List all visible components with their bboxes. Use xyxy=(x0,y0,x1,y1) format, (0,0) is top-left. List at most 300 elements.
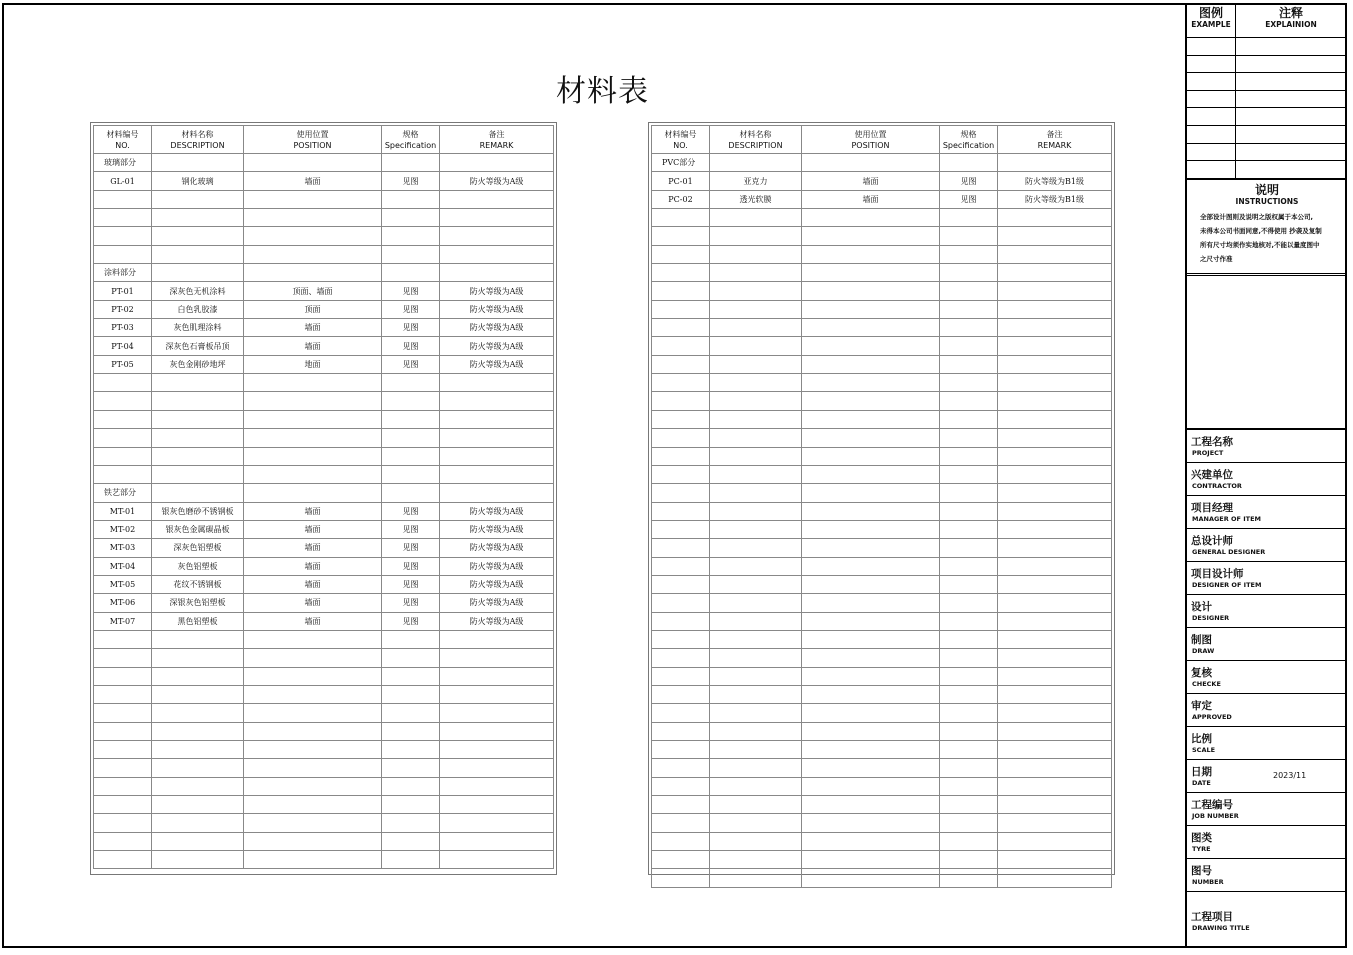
material-position xyxy=(244,630,382,648)
field-label-cn: 项目经理 xyxy=(1191,502,1233,514)
material-description: 深灰色石膏板吊顶 xyxy=(152,337,244,355)
table-row xyxy=(652,410,1112,428)
material-no xyxy=(652,814,710,832)
field-designer xyxy=(1187,594,1347,627)
material-description xyxy=(710,612,802,630)
material-spec xyxy=(940,630,998,648)
material-no xyxy=(94,685,152,703)
material-spec: 见图 xyxy=(382,612,440,630)
material-remark xyxy=(440,392,554,410)
material-position xyxy=(802,575,940,593)
material-spec: 见图 xyxy=(382,172,440,190)
column-header-en: POSITION xyxy=(293,140,332,150)
field-label-en: DRAWING TITLE xyxy=(1192,924,1250,932)
material-position xyxy=(802,796,940,814)
column-header-cn: 材料名称 xyxy=(739,129,772,139)
material-no xyxy=(652,374,710,392)
material-spec xyxy=(940,392,998,410)
table-row xyxy=(94,374,554,392)
material-spec xyxy=(382,209,440,227)
material-remark: 防火等级为A级 xyxy=(440,575,554,593)
table-row xyxy=(94,575,554,593)
field-label-en: SCALE xyxy=(1192,746,1216,754)
instructions-en: INSTRUCTIONS xyxy=(1235,197,1299,206)
material-description: 白色乳胶漆 xyxy=(152,300,244,318)
material-remark xyxy=(440,630,554,648)
column-header-en: POSITION xyxy=(851,140,890,150)
material-remark xyxy=(998,209,1112,227)
material-spec xyxy=(382,447,440,465)
material-spec xyxy=(382,741,440,759)
material-remark: 防火等级为A级 xyxy=(440,594,554,612)
material-spec xyxy=(382,392,440,410)
material-description xyxy=(152,429,244,447)
table-row xyxy=(652,209,1112,227)
field-label-en: GENERAL DESIGNER xyxy=(1192,548,1266,556)
material-description: 银灰色金属碳晶板 xyxy=(152,520,244,538)
material-description xyxy=(710,502,802,520)
material-no xyxy=(94,649,152,667)
material-position xyxy=(802,282,940,300)
material-spec: 见图 xyxy=(940,172,998,190)
material-no xyxy=(652,594,710,612)
material-spec xyxy=(940,227,998,245)
table-row xyxy=(652,264,1112,282)
material-remark xyxy=(998,484,1112,502)
section-label: 铁艺部分 xyxy=(94,484,152,502)
material-no: PC-02 xyxy=(652,190,710,208)
column-header xyxy=(940,126,998,154)
material-position xyxy=(244,759,382,777)
column-header xyxy=(94,126,152,154)
column-header-cn: 使用位置 xyxy=(854,129,887,139)
material-position xyxy=(802,851,940,869)
material-spec xyxy=(382,630,440,648)
table-row xyxy=(94,722,554,740)
material-spec: 见图 xyxy=(382,502,440,520)
material-position xyxy=(244,227,382,245)
table-row xyxy=(94,759,554,777)
material-remark: 防火等级为B1级 xyxy=(998,190,1112,208)
material-no xyxy=(94,190,152,208)
column-header-en: NO. xyxy=(115,140,130,150)
material-description: 灰色铝塑板 xyxy=(152,557,244,575)
material-spec xyxy=(940,300,998,318)
material-remark xyxy=(440,722,554,740)
legend-en: EXAMPLE xyxy=(1191,20,1231,29)
material-description xyxy=(710,355,802,373)
table-row xyxy=(94,410,554,428)
material-spec xyxy=(940,465,998,483)
material-position xyxy=(244,392,382,410)
material-no xyxy=(94,429,152,447)
material-spec xyxy=(940,355,998,373)
material-description xyxy=(710,209,802,227)
field-manager-of-item xyxy=(1187,495,1347,528)
material-description: 灰色肌理涂料 xyxy=(152,319,244,337)
material-no xyxy=(652,392,710,410)
table-row xyxy=(652,355,1112,373)
column-header-en: Specification xyxy=(942,140,995,150)
material-spec xyxy=(382,704,440,722)
material-description xyxy=(152,154,244,172)
material-spec xyxy=(940,649,998,667)
material-description xyxy=(152,649,244,667)
table-row xyxy=(94,814,554,832)
material-remark xyxy=(998,282,1112,300)
material-spec xyxy=(382,777,440,795)
material-no xyxy=(94,796,152,814)
table-row xyxy=(94,227,554,245)
table-row xyxy=(652,300,1112,318)
material-remark xyxy=(998,429,1112,447)
material-position xyxy=(802,557,940,575)
material-remark xyxy=(440,649,554,667)
material-spec xyxy=(940,777,998,795)
material-description xyxy=(152,851,244,869)
legend-row xyxy=(1187,161,1347,179)
material-spec xyxy=(940,245,998,263)
table-row xyxy=(652,814,1112,832)
material-remark xyxy=(998,502,1112,520)
section-row xyxy=(652,154,1112,172)
table-row xyxy=(652,557,1112,575)
table-row xyxy=(652,851,1112,869)
material-remark xyxy=(998,667,1112,685)
material-remark: 防火等级为A级 xyxy=(440,520,554,538)
table-row xyxy=(652,575,1112,593)
material-position xyxy=(244,410,382,428)
table-row xyxy=(652,704,1112,722)
legend-row xyxy=(1187,108,1347,126)
material-no xyxy=(94,227,152,245)
field-label-cn: 兴建单位 xyxy=(1191,469,1233,481)
material-remark xyxy=(998,741,1112,759)
material-remark: 防火等级为A级 xyxy=(440,300,554,318)
material-position xyxy=(802,667,940,685)
material-no xyxy=(94,245,152,263)
material-description xyxy=(710,869,802,887)
table-row xyxy=(652,392,1112,410)
table-row xyxy=(94,282,554,300)
material-remark xyxy=(440,777,554,795)
table-row xyxy=(652,832,1112,850)
material-no xyxy=(652,557,710,575)
material-remark xyxy=(998,355,1112,373)
material-position: 顶面 xyxy=(244,300,382,318)
material-spec xyxy=(382,410,440,428)
material-spec xyxy=(382,227,440,245)
material-description xyxy=(152,814,244,832)
material-description xyxy=(152,667,244,685)
material-spec xyxy=(382,685,440,703)
material-remark xyxy=(440,154,554,172)
table-row xyxy=(94,594,554,612)
material-position xyxy=(802,741,940,759)
material-description xyxy=(710,630,802,648)
material-spec xyxy=(940,557,998,575)
material-spec xyxy=(382,667,440,685)
field-label-en: PROJECT xyxy=(1192,449,1224,457)
material-description xyxy=(710,796,802,814)
section-row xyxy=(94,264,554,282)
blank-area xyxy=(1187,275,1347,429)
material-remark xyxy=(998,594,1112,612)
left-material-table xyxy=(90,122,557,875)
table-row xyxy=(94,190,554,208)
field-label-cn: 审定 xyxy=(1191,700,1212,712)
material-spec xyxy=(940,429,998,447)
material-remark xyxy=(998,227,1112,245)
material-no xyxy=(94,392,152,410)
material-description xyxy=(710,374,802,392)
legend-row xyxy=(1187,91,1347,109)
material-no xyxy=(652,484,710,502)
material-no xyxy=(652,337,710,355)
material-position xyxy=(802,722,940,740)
material-remark xyxy=(440,484,554,502)
material-spec xyxy=(940,209,998,227)
column-header xyxy=(382,126,440,154)
material-no xyxy=(652,832,710,850)
material-position xyxy=(244,429,382,447)
material-description xyxy=(710,282,802,300)
material-remark xyxy=(440,209,554,227)
material-remark xyxy=(440,465,554,483)
material-description xyxy=(710,814,802,832)
material-description xyxy=(710,722,802,740)
field-label-en: CHECKE xyxy=(1192,680,1221,688)
material-position xyxy=(244,704,382,722)
material-position xyxy=(802,337,940,355)
material-remark xyxy=(998,575,1112,593)
material-spec xyxy=(940,374,998,392)
material-position: 墙面 xyxy=(244,502,382,520)
table-row xyxy=(652,190,1112,208)
table-row xyxy=(94,777,554,795)
material-description xyxy=(152,227,244,245)
material-remark: 防火等级为B1级 xyxy=(998,172,1112,190)
material-description xyxy=(710,484,802,502)
material-remark: 防火等级为A级 xyxy=(440,337,554,355)
column-header-en: Specification xyxy=(384,140,437,150)
material-no xyxy=(652,575,710,593)
material-position xyxy=(244,796,382,814)
field-tyre xyxy=(1187,825,1347,858)
material-spec xyxy=(940,704,998,722)
table-row xyxy=(652,319,1112,337)
field-designer-of-item xyxy=(1187,561,1347,594)
material-remark xyxy=(440,264,554,282)
material-no xyxy=(652,741,710,759)
instructions-line: 未得本公司书面同意,不得使用 抄袭及复制 xyxy=(1200,227,1322,235)
material-no xyxy=(94,759,152,777)
material-no xyxy=(652,722,710,740)
field-general-designer xyxy=(1187,528,1347,561)
material-position xyxy=(802,227,940,245)
column-header-en: DESCRIPTION xyxy=(170,140,225,150)
table-row xyxy=(94,502,554,520)
material-no xyxy=(652,851,710,869)
note-cn: 注释 xyxy=(1278,6,1303,20)
material-spec xyxy=(382,429,440,447)
table-row xyxy=(652,777,1112,795)
material-position xyxy=(244,245,382,263)
material-position xyxy=(802,154,940,172)
material-no xyxy=(652,319,710,337)
material-no xyxy=(652,612,710,630)
legend-row xyxy=(1187,56,1347,74)
material-spec xyxy=(382,814,440,832)
material-remark xyxy=(998,814,1112,832)
material-position xyxy=(802,630,940,648)
field-draw xyxy=(1187,627,1347,660)
table-row xyxy=(652,172,1112,190)
column-header-cn: 材料编号 xyxy=(664,129,697,139)
table-row xyxy=(652,502,1112,520)
material-description xyxy=(152,190,244,208)
table-row xyxy=(94,832,554,850)
material-spec xyxy=(940,410,998,428)
material-no xyxy=(652,465,710,483)
material-position xyxy=(244,814,382,832)
material-remark xyxy=(440,190,554,208)
material-description xyxy=(152,685,244,703)
field-label-cn: 工程项目 xyxy=(1191,911,1233,923)
material-description xyxy=(152,484,244,502)
column-header xyxy=(152,126,244,154)
material-description xyxy=(152,630,244,648)
table-row xyxy=(94,667,554,685)
table-header-row xyxy=(652,126,1112,154)
material-spec xyxy=(940,851,998,869)
material-description: 深灰色铝塑板 xyxy=(152,539,244,557)
material-remark xyxy=(998,520,1112,538)
material-description xyxy=(710,410,802,428)
material-no xyxy=(652,685,710,703)
material-spec xyxy=(940,264,998,282)
table-row xyxy=(94,612,554,630)
material-position: 地面 xyxy=(244,355,382,373)
material-description xyxy=(710,594,802,612)
material-position: 墙面 xyxy=(244,557,382,575)
material-position: 墙面 xyxy=(244,575,382,593)
table-row xyxy=(94,796,554,814)
material-remark xyxy=(998,154,1112,172)
material-no xyxy=(652,630,710,648)
material-position xyxy=(244,667,382,685)
material-description xyxy=(710,777,802,795)
material-description xyxy=(152,374,244,392)
material-remark xyxy=(998,374,1112,392)
material-spec: 见图 xyxy=(382,575,440,593)
material-position xyxy=(802,209,940,227)
material-position xyxy=(802,319,940,337)
table-row xyxy=(94,465,554,483)
table-row xyxy=(94,355,554,373)
material-remark xyxy=(440,374,554,392)
table-row xyxy=(652,539,1112,557)
material-description xyxy=(710,741,802,759)
column-header xyxy=(244,126,382,154)
section-label: PVC部分 xyxy=(652,154,710,172)
table-row xyxy=(652,796,1112,814)
material-no: MT-07 xyxy=(94,612,152,630)
material-spec xyxy=(940,722,998,740)
table-row xyxy=(652,245,1112,263)
instructions-cn: 说明 xyxy=(1254,183,1279,197)
material-remark xyxy=(440,685,554,703)
table-row xyxy=(652,447,1112,465)
material-spec: 见图 xyxy=(940,190,998,208)
material-remark xyxy=(998,392,1112,410)
column-header-cn: 材料名称 xyxy=(181,129,214,139)
material-spec xyxy=(382,484,440,502)
material-spec: 见图 xyxy=(382,557,440,575)
material-no xyxy=(94,447,152,465)
material-spec: 见图 xyxy=(382,337,440,355)
field-label-cn: 图类 xyxy=(1191,832,1212,844)
material-position xyxy=(244,741,382,759)
legend-row xyxy=(1187,73,1347,91)
material-no xyxy=(94,722,152,740)
material-position xyxy=(244,649,382,667)
material-description: 亚克力 xyxy=(710,172,802,190)
field-label-cn: 图号 xyxy=(1191,865,1212,877)
material-remark xyxy=(440,851,554,869)
material-no xyxy=(652,502,710,520)
material-remark: 防火等级为A级 xyxy=(440,612,554,630)
material-description xyxy=(710,667,802,685)
material-no xyxy=(652,355,710,373)
table-row xyxy=(94,539,554,557)
material-remark xyxy=(998,777,1112,795)
table-row xyxy=(652,759,1112,777)
section-row xyxy=(94,484,554,502)
material-description: 透光软膜 xyxy=(710,190,802,208)
material-position xyxy=(244,209,382,227)
material-no xyxy=(94,630,152,648)
material-description: 灰色金刚砂地坪 xyxy=(152,355,244,373)
material-spec xyxy=(940,814,998,832)
material-position xyxy=(244,685,382,703)
material-spec xyxy=(940,575,998,593)
material-position xyxy=(244,154,382,172)
material-description xyxy=(152,392,244,410)
material-description xyxy=(152,704,244,722)
material-position: 墙面 xyxy=(244,520,382,538)
section-label: 玻璃部分 xyxy=(94,154,152,172)
field-label-en: TYRE xyxy=(1192,845,1211,853)
material-remark xyxy=(998,704,1112,722)
material-position xyxy=(244,465,382,483)
field-label-en: DESIGNER OF ITEM xyxy=(1192,581,1262,589)
material-no xyxy=(652,447,710,465)
material-no: MT-05 xyxy=(94,575,152,593)
material-description xyxy=(710,154,802,172)
material-position xyxy=(802,759,940,777)
material-description xyxy=(152,741,244,759)
material-description xyxy=(710,557,802,575)
table-row xyxy=(94,557,554,575)
material-spec xyxy=(940,667,998,685)
legend-row xyxy=(1187,144,1347,162)
field-approved xyxy=(1187,693,1347,726)
table-row xyxy=(94,209,554,227)
column-header xyxy=(710,126,802,154)
table-row xyxy=(652,484,1112,502)
material-spec xyxy=(940,796,998,814)
